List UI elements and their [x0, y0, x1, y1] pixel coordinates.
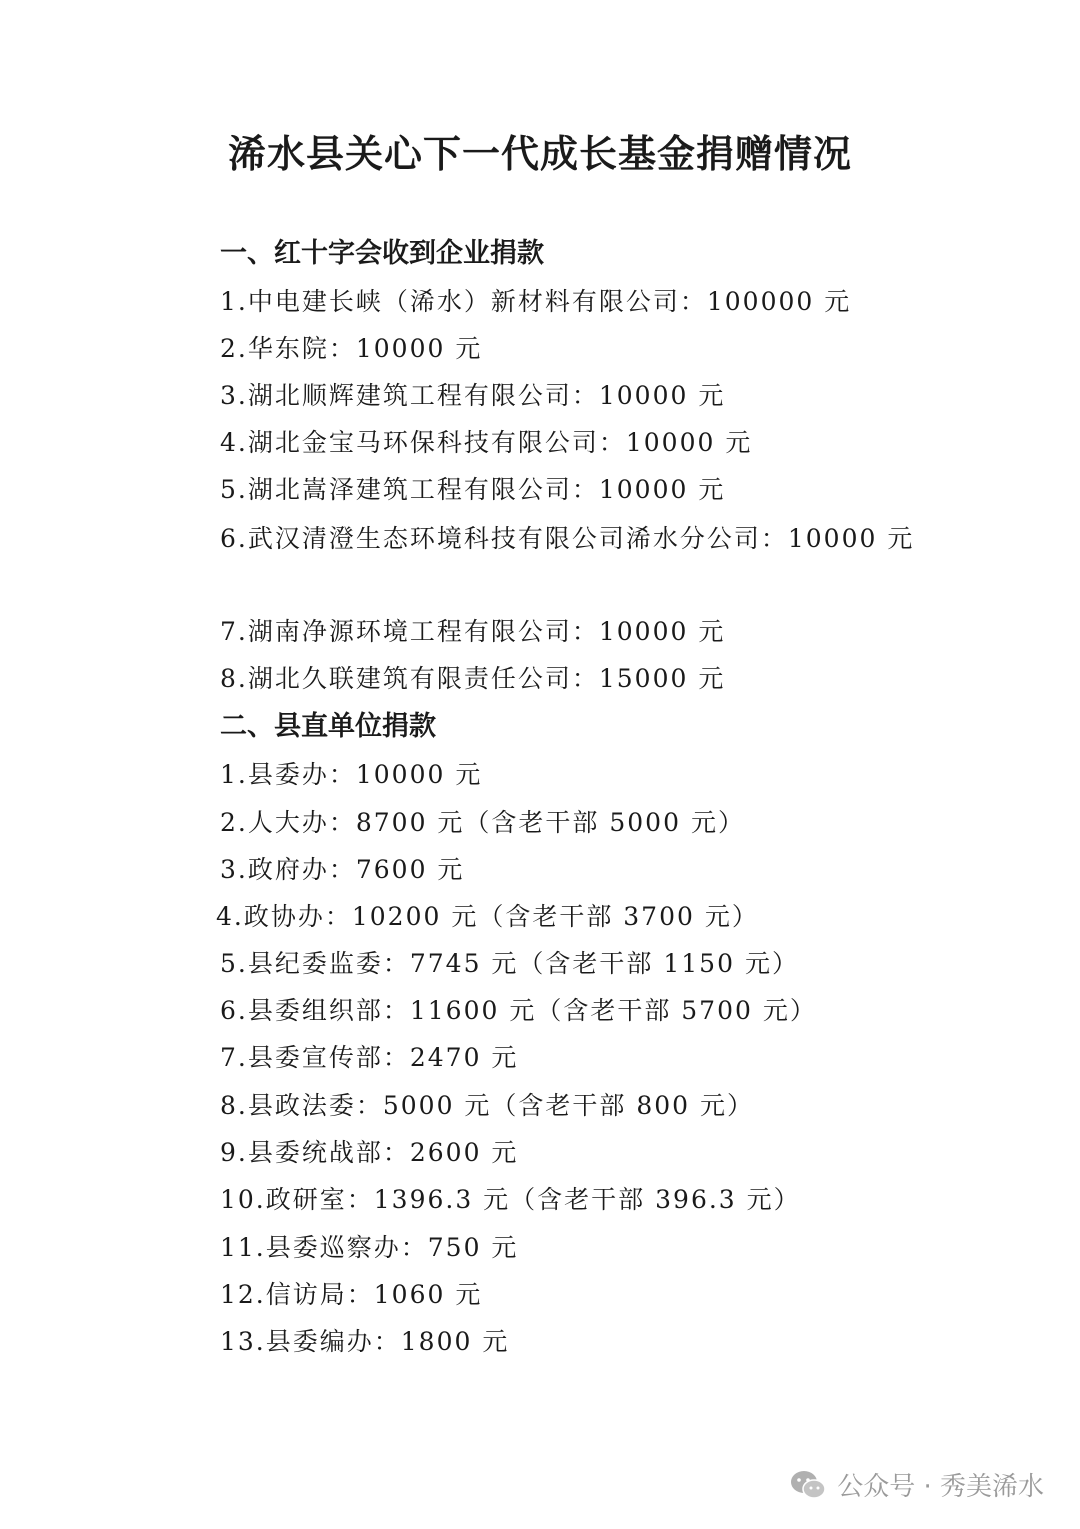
section-heading-enterprise-donations: 一、红十字会收到企业捐款: [220, 238, 544, 269]
list-item: 3.政府办：7600 元: [220, 855, 465, 884]
list-item: 2.华东院：10000 元: [220, 334, 483, 363]
list-item: 6.武汉清澄生态环境科技有限公司浠水分公司：10000 元: [220, 524, 915, 553]
list-item: 8.湖北久联建筑有限责任公司：15000 元: [220, 664, 726, 693]
list-item: 11.县委巡察办：750 元: [220, 1233, 519, 1262]
list-item: 10.政研室：1396.3 元（含老干部 396.3 元）: [220, 1185, 801, 1214]
wechat-icon: [789, 1469, 827, 1501]
list-item: 13.县委编办：1800 元: [220, 1327, 510, 1356]
list-item: 1.中电建长峡（浠水）新材料有限公司：100000 元: [220, 287, 852, 316]
list-item: 9.县委统战部：2600 元: [220, 1138, 519, 1167]
list-item: 3.湖北顺辉建筑工程有限公司：10000 元: [220, 381, 726, 410]
list-item: 4.湖北金宝马环保科技有限公司：10000 元: [220, 428, 753, 457]
document-title: 浠水县关心下一代成长基金捐赠情况: [227, 132, 852, 176]
section-heading-county-unit-donations: 二、县直单位捐款: [220, 711, 436, 742]
list-item: 8.县政法委：5000 元（含老干部 800 元）: [220, 1091, 755, 1120]
list-item: 1.县委办：10000 元: [220, 760, 483, 789]
wechat-watermark: [789, 1466, 1044, 1503]
list-item: 5.县纪委监委：7745 元（含老干部 1150 元）: [220, 949, 799, 978]
list-item: 5.湖北嵩泽建筑工程有限公司：10000 元: [220, 475, 726, 504]
list-item: 7.湖南净源环境工程有限公司：10000 元: [220, 617, 726, 646]
list-item: 2.人大办：8700 元（含老干部 5000 元）: [220, 808, 745, 837]
list-item: 6.县委组织部：11600 元（含老干部 5700 元）: [220, 996, 817, 1025]
list-item: 12.信访局：1060 元: [220, 1280, 483, 1309]
list-item: 4.政协办：10200 元（含老干部 3700 元）: [216, 902, 759, 931]
list-item: 7.县委宣传部：2470 元: [220, 1043, 519, 1072]
watermark-text: 公众号 · 秀美浠水: [837, 1472, 1044, 1502]
